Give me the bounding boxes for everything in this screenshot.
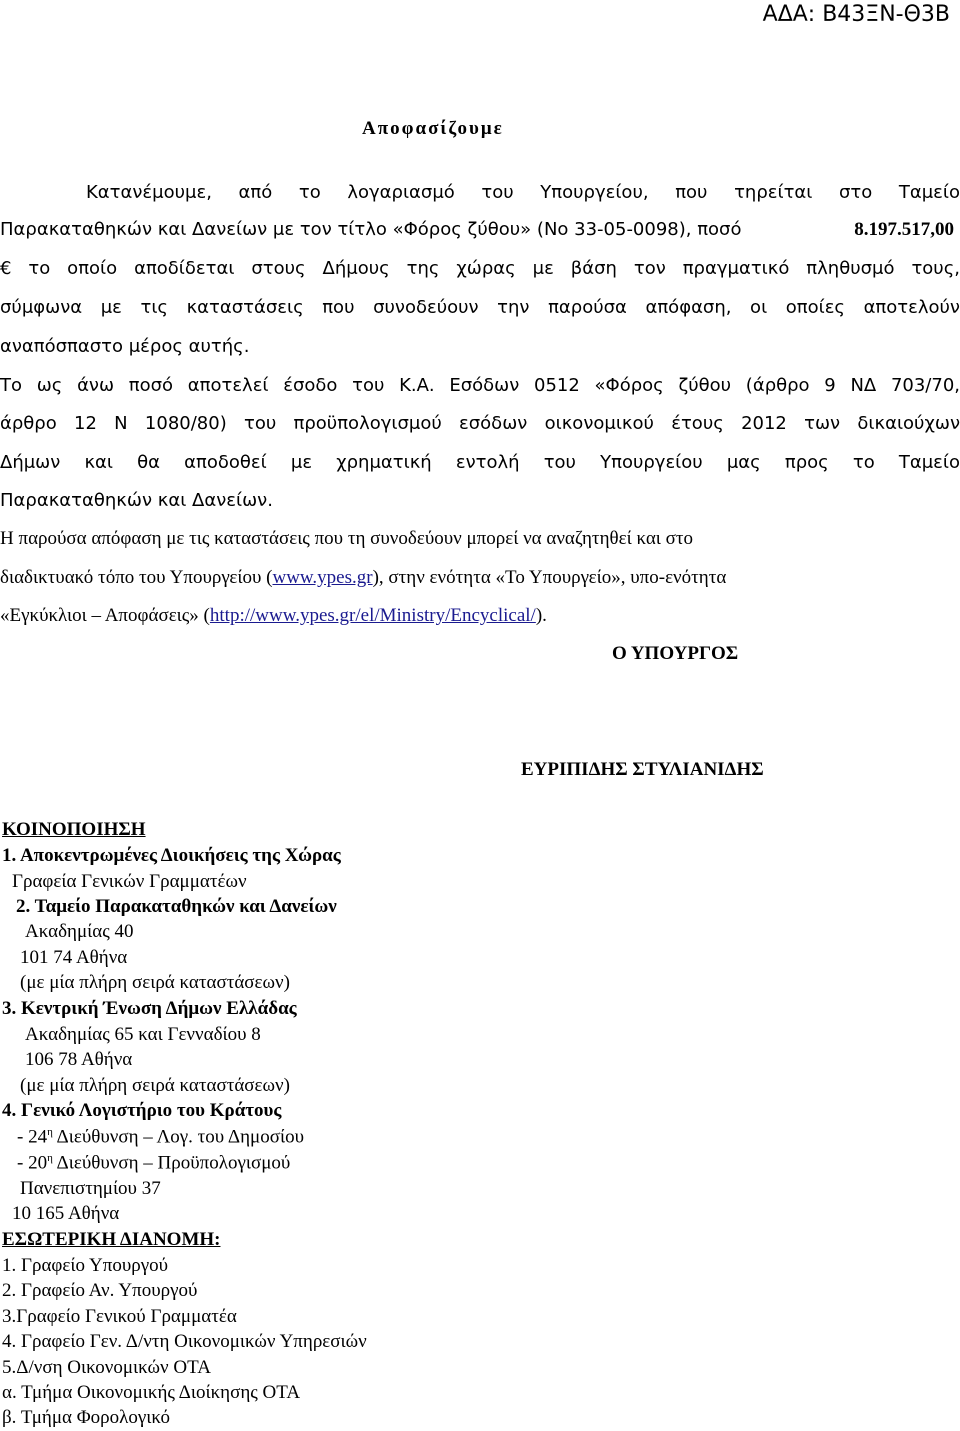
p2-line: Το ως άνω ποσό αποτελεί έσοδο του Κ.Α. Εσόδων 0512 «Φόρος ζύθου (άρθρο 9 ΝΔ 703/70, [0,375,960,396]
internal-heading: ΕΣΩΤΕΡΙΚΗ ΔΙΑΝΟΜΗ: [2,1229,221,1250]
minister-title: Ο ΥΠΟΥΡΓΟΣ [612,643,739,664]
notification-item: 10 165 Αθήνα [12,1203,120,1224]
p2-line: Παρακαταθηκών και Δανείων. [0,490,273,511]
p1-line [0,219,960,241]
notification-item [17,1126,304,1148]
p1-line: € το οποίο αποδίδεται στους Δήμους της χώρας με βάση τον πραγματικό πληθυσμό τους, [0,258,960,279]
notification-item: (με μία πλήρη σειρά καταστάσεων) [20,972,290,993]
p3-text: ). [535,605,547,626]
internal-item: 1. Γραφείο Υπουργού [2,1255,169,1276]
notification-item: 2. Ταμείο Παρακαταθηκών και Δανείων [16,896,337,917]
p1-line: Κατανέμουμε, από το λογαριασμό του Υπουργείου, που τηρείται στο Ταμείο [86,182,960,203]
page-title: Αποφασίζουμε [362,118,504,139]
p3-line [0,605,547,627]
ypes-link[interactable]: www.ypes.gr [272,567,373,588]
p2-line: Δήμων και θα αποδοθεί με χρηματική εντολή του Υπουργείου μας προς το Ταμείο [0,452,960,473]
notification-item: 106 78 Αθήνα [25,1049,133,1070]
notification-item: Γραφεία Γενικών Γραμματέων [12,871,247,892]
internal-item: 2. Γραφείο Αν. Υπουργού [2,1280,198,1301]
header-code: ΑΔΑ: Β43ΞΝ-Θ3Β [762,2,950,27]
notification-item: 3. Κεντρική Ένωση Δήμων Ελλάδας [2,998,297,1019]
p1-amount: 8.197.517,00 [854,219,954,240]
p3-text: «Εγκύκλιοι – Αποφάσεις» ( [0,605,210,626]
p3-line [0,567,726,589]
minister-name: ΕΥΡΙΠΙΔΗΣ ΣΤΥΛΙΑΝΙΔΗΣ [521,759,764,780]
p1-line: σύμφωνα με τις καταστάσεις που συνοδεύουν την παρούσα απόφαση, οι οποίες αποτελούν [0,297,960,318]
notification-item: Ακαδημίας 65 και Γενναδίου 8 [25,1024,261,1045]
p1-text: Παρακαταθηκών και Δανείων με τον τίτλο «Φόρος ζύθου» (Νο 33-05-0098), ποσό [0,219,742,240]
notification-text: - 24 [17,1126,48,1148]
ordinal-suffix: η [47,1152,53,1164]
p3-line: Η παρούσα απόφαση με τις καταστάσεις που τη συνοδεύουν μπορεί να αναζητηθεί και στο [0,528,694,549]
internal-item: 5.Δ/νση Οικονομικών ΟΤΑ [2,1357,211,1378]
notification-item: 1. Αποκεντρωμένες Διοικήσεις της Χώρας [2,845,341,866]
notification-item: Ακαδημίας 40 [25,921,134,942]
notification-item [17,1152,290,1174]
notification-item: (με μία πλήρη σειρά καταστάσεων) [20,1075,290,1096]
notification-heading: ΚΟΙΝΟΠΟΙΗΣΗ [2,819,146,840]
encyclical-link[interactable]: http://www.ypes.gr/el/Ministry/Encyclical/ [209,605,536,626]
internal-item: β. Τμήμα Φορολογικό [2,1407,170,1428]
notification-item: 4. Γενικό Λογιστήριο του Κράτους [2,1100,282,1121]
p3-text: ), στην ενότητα «Το Υπουργείο», υπο-ενότητα [372,567,727,588]
internal-item: 4. Γραφείο Γεν. Δ/ντη Οικονομικών Υπηρεσιών [2,1331,367,1352]
notification-text: - 20 [17,1152,48,1174]
ordinal-suffix: η [47,1126,53,1138]
p3-text: διαδικτυακό τόπο του Υπουργείου ( [0,567,273,588]
notification-text: Διεύθυνση – Λογ. του Δημοσίου [52,1126,305,1148]
p2-line: άρθρο 12 Ν 1080/80) του προϋπολογισμού εσόδων οικονομικού έτους 2012 των δικαιούχων [0,413,960,434]
internal-item: 3.Γραφείο Γενικού Γραμματέα [2,1306,237,1327]
notification-item: Πανεπιστημίου 37 [20,1178,161,1199]
notification-item: 101 74 Αθήνα [20,947,128,968]
internal-item: α. Τμήμα Οικονομικής Διοίκησης ΟΤΑ [2,1382,301,1403]
p1-line: αναπόσπαστο μέρος αυτής. [0,336,250,357]
notification-text: Διεύθυνση – Προϋπολογισμού [52,1152,291,1174]
